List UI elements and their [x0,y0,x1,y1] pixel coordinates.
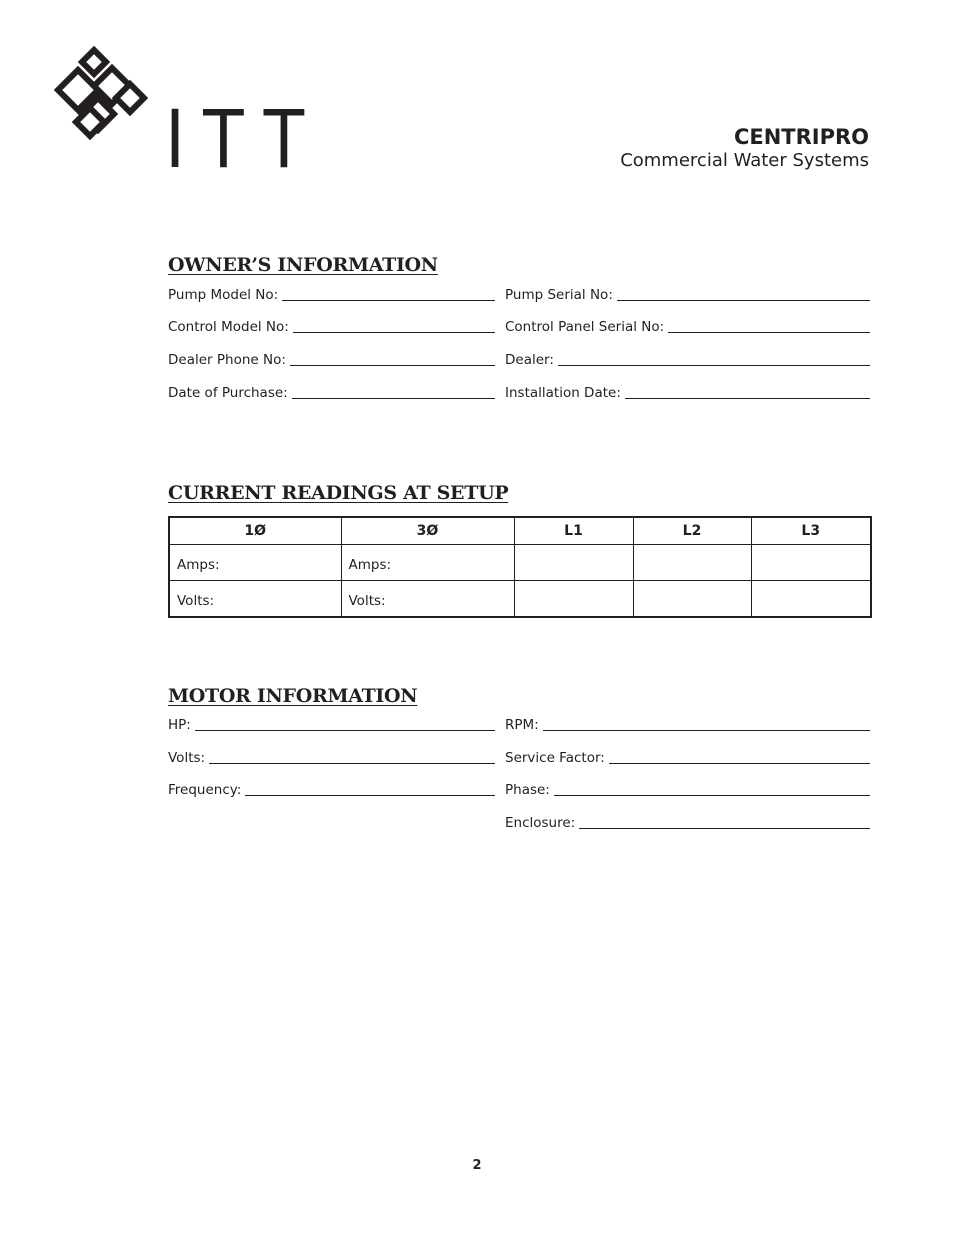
field-line[interactable] [290,365,495,366]
field-label: Installation Date: [505,385,621,401]
dealer-phone-field[interactable] [168,351,495,369]
hp-field[interactable] [168,716,495,734]
installation-date-field[interactable] [505,384,870,402]
table-row [169,581,871,618]
brand-block [620,124,869,172]
rpm-field[interactable] [505,716,870,734]
header-1-phase: 1Ø [169,517,341,545]
phase-field[interactable] [505,781,870,799]
dealer-field[interactable] [505,351,870,369]
table-cell[interactable]: Amps: [169,545,341,581]
field-line[interactable] [625,398,870,399]
header-3-phase: 3Ø [341,517,514,545]
table-cell[interactable] [514,581,633,618]
header-l1: L1 [514,517,633,545]
field-line[interactable] [543,730,870,731]
field-line[interactable] [292,398,495,399]
table-header-row [169,517,871,545]
page-number: 2 [472,1158,482,1173]
brand-subtitle: Commercial Water Systems [620,150,869,171]
service-factor-field[interactable] [505,749,870,767]
control-panel-serial-field[interactable] [505,318,870,336]
table-cell[interactable]: Amps: [341,545,514,581]
table-cell[interactable]: Volts: [169,581,341,618]
owners-information-title: OWNER’S INFORMATION [168,254,438,276]
pump-serial-field[interactable] [505,286,870,304]
field-line[interactable] [579,828,870,829]
field-line[interactable] [245,795,495,796]
table-cell[interactable] [751,545,871,581]
field-label: Pump Serial No: [505,287,613,303]
table-cell[interactable] [633,545,751,581]
table-row [169,545,871,581]
field-label: Volts: [168,750,206,766]
field-line[interactable] [282,300,495,301]
field-label: Service Factor: [505,750,605,766]
field-line[interactable] [195,730,495,731]
field-line[interactable] [554,795,870,796]
field-label: Control Panel Serial No: [505,319,665,335]
itt-logo-icon [54,46,148,142]
field-label: Dealer Phone No: [168,352,286,368]
motor-information-title: MOTOR INFORMATION [168,685,418,707]
field-label: Phase: [505,782,550,798]
control-model-field[interactable] [168,318,495,336]
header-l2: L2 [633,517,751,545]
field-label: RPM: [505,717,539,733]
field-label: Control Model No: [168,319,289,335]
field-line[interactable] [668,332,870,333]
table-cell[interactable] [751,581,871,618]
date-of-purchase-field[interactable] [168,384,495,402]
field-label: Pump Model No: [168,287,279,303]
brand-title: CENTRIPRO [733,125,869,149]
field-line[interactable] [209,763,495,764]
field-line[interactable] [558,365,870,366]
field-label: Frequency: [168,782,242,798]
table-cell[interactable]: Volts: [341,581,514,618]
table-cell[interactable] [633,581,751,618]
motor-volts-field[interactable] [168,749,495,767]
field-line[interactable] [609,763,870,764]
field-label: Dealer: [505,352,554,368]
pump-model-field[interactable] [168,286,495,304]
field-label: Date of Purchase: [168,385,288,401]
field-line[interactable] [293,332,495,333]
table-cell[interactable] [514,545,633,581]
logo-wordmark: ITT [165,91,323,185]
enclosure-field[interactable] [505,814,870,832]
frequency-field[interactable] [168,781,495,799]
field-label: Enclosure: [505,815,576,831]
current-readings-table [168,516,872,618]
current-readings-title: CURRENT READINGS AT SETUP [168,482,509,504]
field-line[interactable] [617,300,870,301]
header-l3: L3 [751,517,871,545]
field-label: HP: [168,717,191,733]
